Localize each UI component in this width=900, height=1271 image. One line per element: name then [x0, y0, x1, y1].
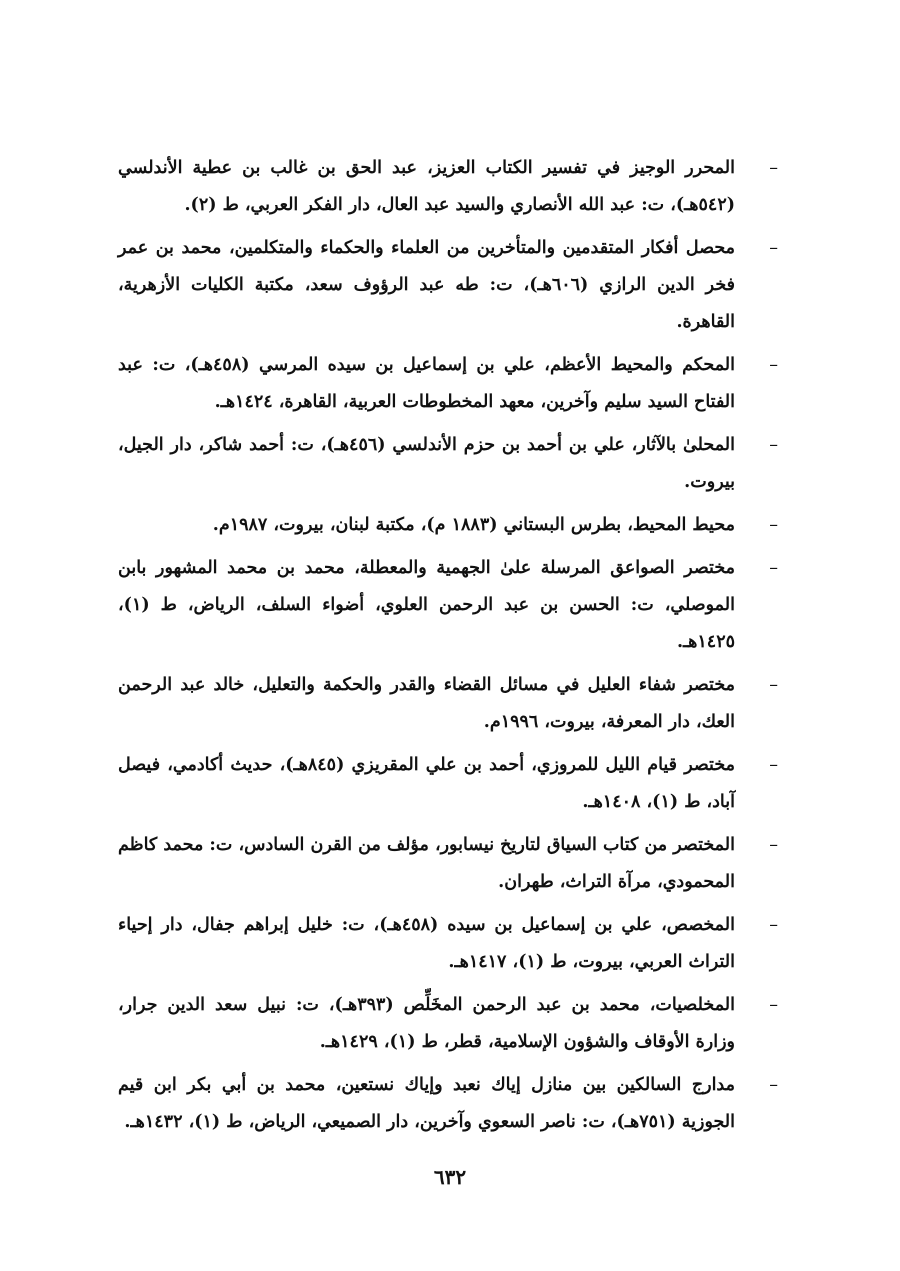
- bullet-dash: –: [769, 515, 778, 535]
- bullet-dash: –: [769, 915, 778, 935]
- entry-text: مختصر قيام الليل للمروزي، أحمد بن علي المقريزي (٨٤٥هـ)، حديث أكادمي، فيصل آباد، ط (١)، ١٤٠٨هـ.: [118, 755, 735, 812]
- bullet-dash: –: [769, 238, 778, 258]
- bullet-dash: –: [769, 835, 778, 855]
- bibliography-entry: [118, 150, 778, 224]
- bibliography-entry: [118, 1067, 778, 1141]
- entry-text: مدارج السالكين بين منازل إياك نعبد وإياك نستعين، محمد بن أبي بكر ابن قيم الجوزية (٧٥١هـ)، ت: ناصر السعوي وآخرين، دار الصميعي، الرياض، ط (١)، ١٤٣٢هـ.: [118, 1075, 735, 1132]
- bullet-dash: –: [769, 355, 778, 375]
- entry-text: المحكم والمحيط الأعظم، علي بن إسماعيل بن سيده المرسي (٤٥٨هـ)، ت: عبد الفتاح السيد سليم وآخرين، معهد المخطوطات العربية، القاهرة، ١٤٢٤هـ.: [118, 355, 736, 412]
- bibliography-entry: [118, 907, 778, 981]
- page-number: ٦٣٢: [433, 1165, 467, 1189]
- entry-text: المحرر الوجيز في تفسير الكتاب العزيز، عبد الحق بن غالب بن عطية الأندلسي (٥٤٢هـ)، ت: عبد الله الأنصاري والسيد عبد العال، دار الفكر العربي، ط (٢).: [118, 158, 735, 215]
- bibliography-entry: [118, 230, 778, 341]
- bullet-dash: –: [769, 158, 778, 178]
- entry-text: محصل أفكار المتقدمين والمتأخرين من العلماء والحكماء والمتكلمين، محمد بن عمر فخر الدين الرازي (٦٠٦هـ)، ت: طه عبد الرؤوف سعد، مكتبة الكليات الأزهرية، القاهرة.: [118, 238, 735, 332]
- bibliography-entry: [118, 347, 778, 421]
- bullet-dash: –: [769, 435, 778, 455]
- bibliography-list: [118, 150, 778, 1147]
- entry-text: المختصر من كتاب السياق لتاريخ نيسابور، مؤلف من القرن السادس، ت: محمد كاظم المحمودي، مرآة التراث، طهران.: [118, 835, 735, 892]
- bullet-dash: –: [769, 995, 778, 1015]
- bullet-dash: –: [769, 675, 778, 695]
- entry-text: المخلصيات، محمد بن عبد الرحمن المخَلِّص (٣٩٣هـ)، ت: نبيل سعد الدين جرار، وزارة الأوقاف والشؤون الإسلامية، قطر، ط (١)، ١٤٢٩هـ.: [118, 995, 736, 1052]
- entry-text: المحلىٰ بالآثار، علي بن أحمد بن حزم الأندلسي (٤٥٦هـ)، ت: أحمد شاكر، دار الجيل، بيروت.: [118, 435, 736, 492]
- bullet-dash: –: [769, 1075, 778, 1095]
- bibliography-entry: [118, 987, 778, 1061]
- bullet-dash: –: [769, 558, 778, 578]
- entry-text: المخصص، علي بن إسماعيل بن سيده (٤٥٨هـ)، ت: خليل إبراهم جفال، دار إحياء التراث العربي، بيروت، ط (١)، ١٤١٧هـ.: [118, 915, 735, 972]
- entry-text: محيط المحيط، بطرس البستاني (١٨٨٣ م)، مكتبة لبنان، بيروت، ١٩٨٧م.: [212, 515, 735, 535]
- bibliography-entry: [118, 827, 778, 901]
- bibliography-entry: [118, 667, 778, 741]
- entry-text: مختصر الصواعق المرسلة علىٰ الجهمية والمعطلة، محمد بن محمد المشهور بابن الموصلي، ت: الحسن بن عبد الرحمن العلوي، أضواء السلف، الرياض، ط (١)، ١٤٢٥هـ.: [118, 558, 735, 652]
- entry-text: مختصر شفاء العليل في مسائل القضاء والقدر والحكمة والتعليل، خالد عبد الرحمن العك، دار المعرفة، بيروت، ١٩٩٦م.: [118, 675, 735, 732]
- bibliography-entry: [118, 550, 778, 661]
- bibliography-entry: [118, 507, 778, 544]
- bibliography-entry: [118, 747, 778, 821]
- bibliography-entry: [118, 427, 778, 501]
- bullet-dash: –: [769, 755, 778, 775]
